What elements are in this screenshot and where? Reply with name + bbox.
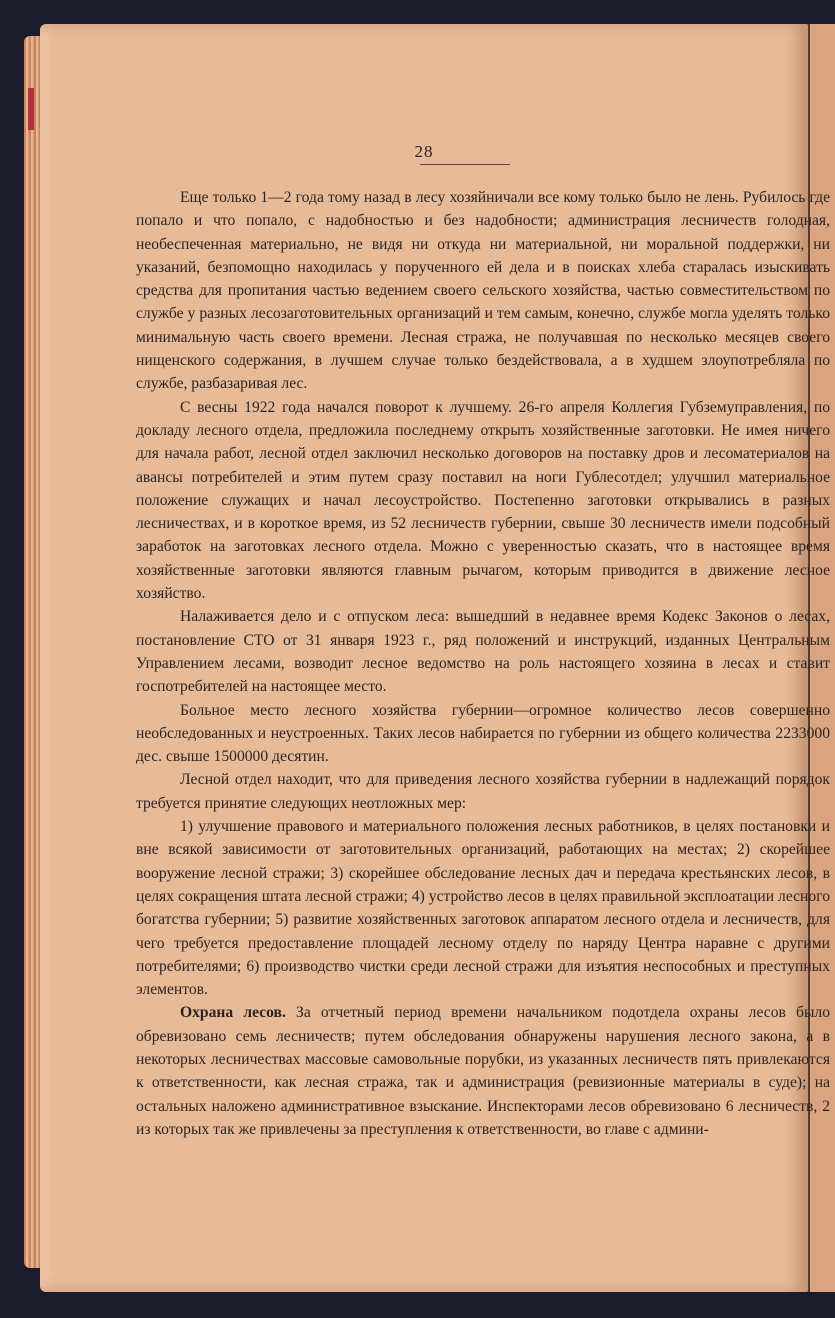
binding-strip [28, 88, 34, 130]
page-number: 28 [414, 142, 434, 161]
paragraph [136, 699, 830, 769]
paragraph-text: Налаживается дело и с отпуском леса: вышедший в недавнее время Кодекс Законов о лесах, постановление СТО от 31 января 1923 г., ряд положений и инструкций, изданных Центральным Управлением лесами, возводит лесное ведомство на роль настоящего хозяина в лесах и ставит госпотребителей на настоящее место. [136, 608, 830, 696]
book-page [40, 24, 830, 1292]
paragraph-text: С весны 1922 года начался поворот к лучшему. 26-го апреля Коллегия Губземуправления, по докладу лесного отдела, предложила последнему открыть хозяйственные заготовки. Не имея ничего для начала работ, лесной отдел заключил несколько договоров на поставку дров и лесоматериалов на авансы потребителей и этим путем сразу поставил на ноги Гублесотдел; улучшил материальное положение служащих и начал лесоустройство. Постепенно заготовки открывались в разных лесничествах, и в короткое время, из 52 лесничеств губернии, свыше 30 лесничеств имели подсобный заработок на заготовках лесного отдела. Можно с уверенностью сказать, что в настоящее время хозяйственные заготовки являются главным рычагом, которым приводится в движение лесное хозяйство. [136, 398, 830, 603]
paragraph-text: Больное место лесного хозяйства губернии—огромное количество лесов совершенно необследованных и неустроенных. Таких лесов набирается по губернии из общего количества 2233000 дес. свыше 1500000 десятин. [136, 701, 830, 766]
section-heading: Охрана лесов. [180, 1004, 286, 1022]
paragraph-text: Еще только 1—2 года тому назад в лесу хозяйничали все кому только было не лень. Рубилось где попало и что попало, с надобностью и без надобности; администрация лесничеств голодная, необеспеченная материально, не видя ни откуда ни материальной, ни моральной поддержки, ни указаний, безпомощно находилась у порученного ей дела и в поисках хлеба старалась изыскивать средства для пропитания частью ведением своего сельского хозяйства, частью совместительством по службе у разных лесозаготовительных организаций и тем самым, конечно, службе могла уделять только минимальную часть своего времени. Лесная стража, не получавшая по несколько месяцев своего нищенского содержания, в лучшем случае только бездействовала, а в худшем злоупотребляла по службе, разбазаривая лес. [136, 189, 830, 393]
page-number-rule [420, 164, 510, 165]
paragraph [136, 815, 830, 1001]
paragraph [136, 396, 830, 606]
body-text [136, 186, 830, 1141]
paragraph [136, 605, 830, 698]
paragraph [136, 768, 830, 815]
paragraph [136, 1001, 830, 1141]
paragraph-text: 1) улучшение правового и материального положения лесных работников, в целях постановки и вне всякой зависимости от заготовительных организаций, работающих на местах; 2) скорейшее вооружение лесной стражи; 3) скорейшее обследование лесных дач и передача крестьянских лесов, в целях сокращения штата лесной стражи; 4) устройство лесов в целях правильной эксплоатации лесного богатства губернии; 5) развитие хозяйственных заготовок аппаратом лесного отдела и лесничеств, для чего требуется предоставление площадей лесному отделу по наряду Центра наравне с другими потребителями; 6) производство чистки среди лесной стражи для изъятия неспособных и преступных элементов. [136, 818, 830, 999]
paragraph [136, 186, 830, 396]
paragraph-text: Лесной отдел находит, что для приведения лесного хозяйства губернии в надлежащий порядок требуется принятие следующих неотложных мер: [136, 771, 830, 812]
paragraph-text: За отчетный период времени начальником подотдела охраны лесов было обревизовано семь лесничеств; путем обследования обнаружены нарушения лесного закона, а в некоторых лесничествах массовые самовольные порубки, из указанных лесничеств пять привлекаются к ответственности, как лесная стража, так и администрация (ревизионные материалы в суде); на остальных наложено административное взыскание. Инспекторами лесов обревизовано 6 лесничеств, 2 из которых так же привлечены за преступления к ответственности, во главе с админи- [136, 1004, 830, 1138]
